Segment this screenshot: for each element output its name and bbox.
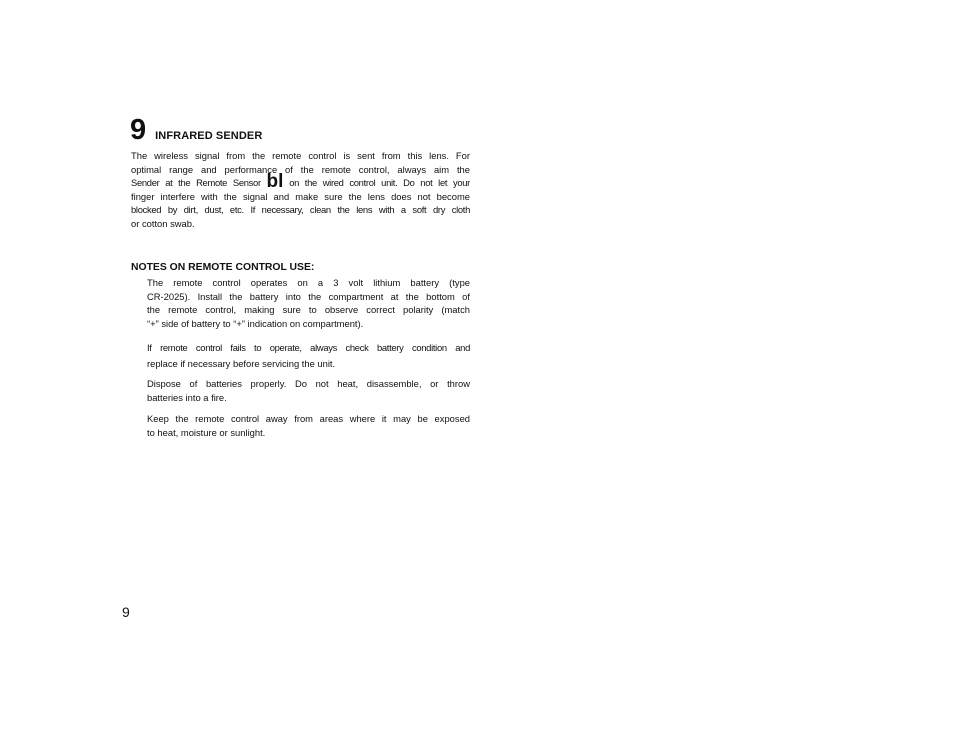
note-line: Keep the remote control away from areas where it may be exposed — [147, 413, 470, 424]
note-line: replace if necessary before servicing the unit. — [147, 357, 336, 369]
note-line: CR-2025). Install the battery into the compartment at the bottom of — [147, 290, 470, 302]
note-line: “+” side of battery to “+” indication on compartment). — [147, 317, 364, 329]
remote-sensor-symbol: bl — [266, 171, 284, 193]
note-line: If remote control fails to operate, always check battery condition and — [147, 342, 470, 353]
paragraph-line: optimal range and performance of the remote control, always aim the — [131, 163, 470, 175]
note-line: to heat, moisture or sunlight. — [147, 426, 266, 438]
note-item — [147, 412, 470, 439]
note-line: batteries into a fire. — [147, 391, 227, 403]
section-title: INFRARED SENDER — [155, 130, 263, 142]
sensor-text-after: on the wired control unit. Do not let your — [289, 177, 470, 189]
section-heading — [130, 113, 262, 147]
paragraph-line: finger interfere with the signal and make sure the lens does not become — [131, 190, 470, 202]
paragraph-line: blocked by dirt, dust, etc. If necessary, clean the lens with a soft dry cloth — [131, 204, 470, 216]
section-number: 9 — [130, 114, 147, 146]
infrared-sender-paragraph — [131, 149, 470, 231]
notes-heading: NOTES ON REMOTE CONTROL USE: — [131, 262, 315, 273]
note-line: the remote control, making sure to observe correct polarity (match — [147, 304, 470, 316]
note-line: The remote control operates on a 3 volt lithium battery (type — [147, 277, 470, 288]
sensor-text-before: Sender at the Remote Sensor — [131, 177, 261, 189]
paragraph-line: The wireless signal from the remote control is sent from this lens. For — [131, 150, 470, 161]
note-line: Dispose of batteries properly. Do not heat, disassemble, or throw — [147, 378, 470, 389]
note-item — [147, 340, 470, 371]
paragraph-line: or cotton swab. — [131, 217, 195, 229]
note-item — [147, 377, 470, 404]
page-number: 9 — [122, 604, 130, 620]
paragraph-line-sensor — [131, 171, 470, 193]
note-item — [147, 276, 470, 330]
